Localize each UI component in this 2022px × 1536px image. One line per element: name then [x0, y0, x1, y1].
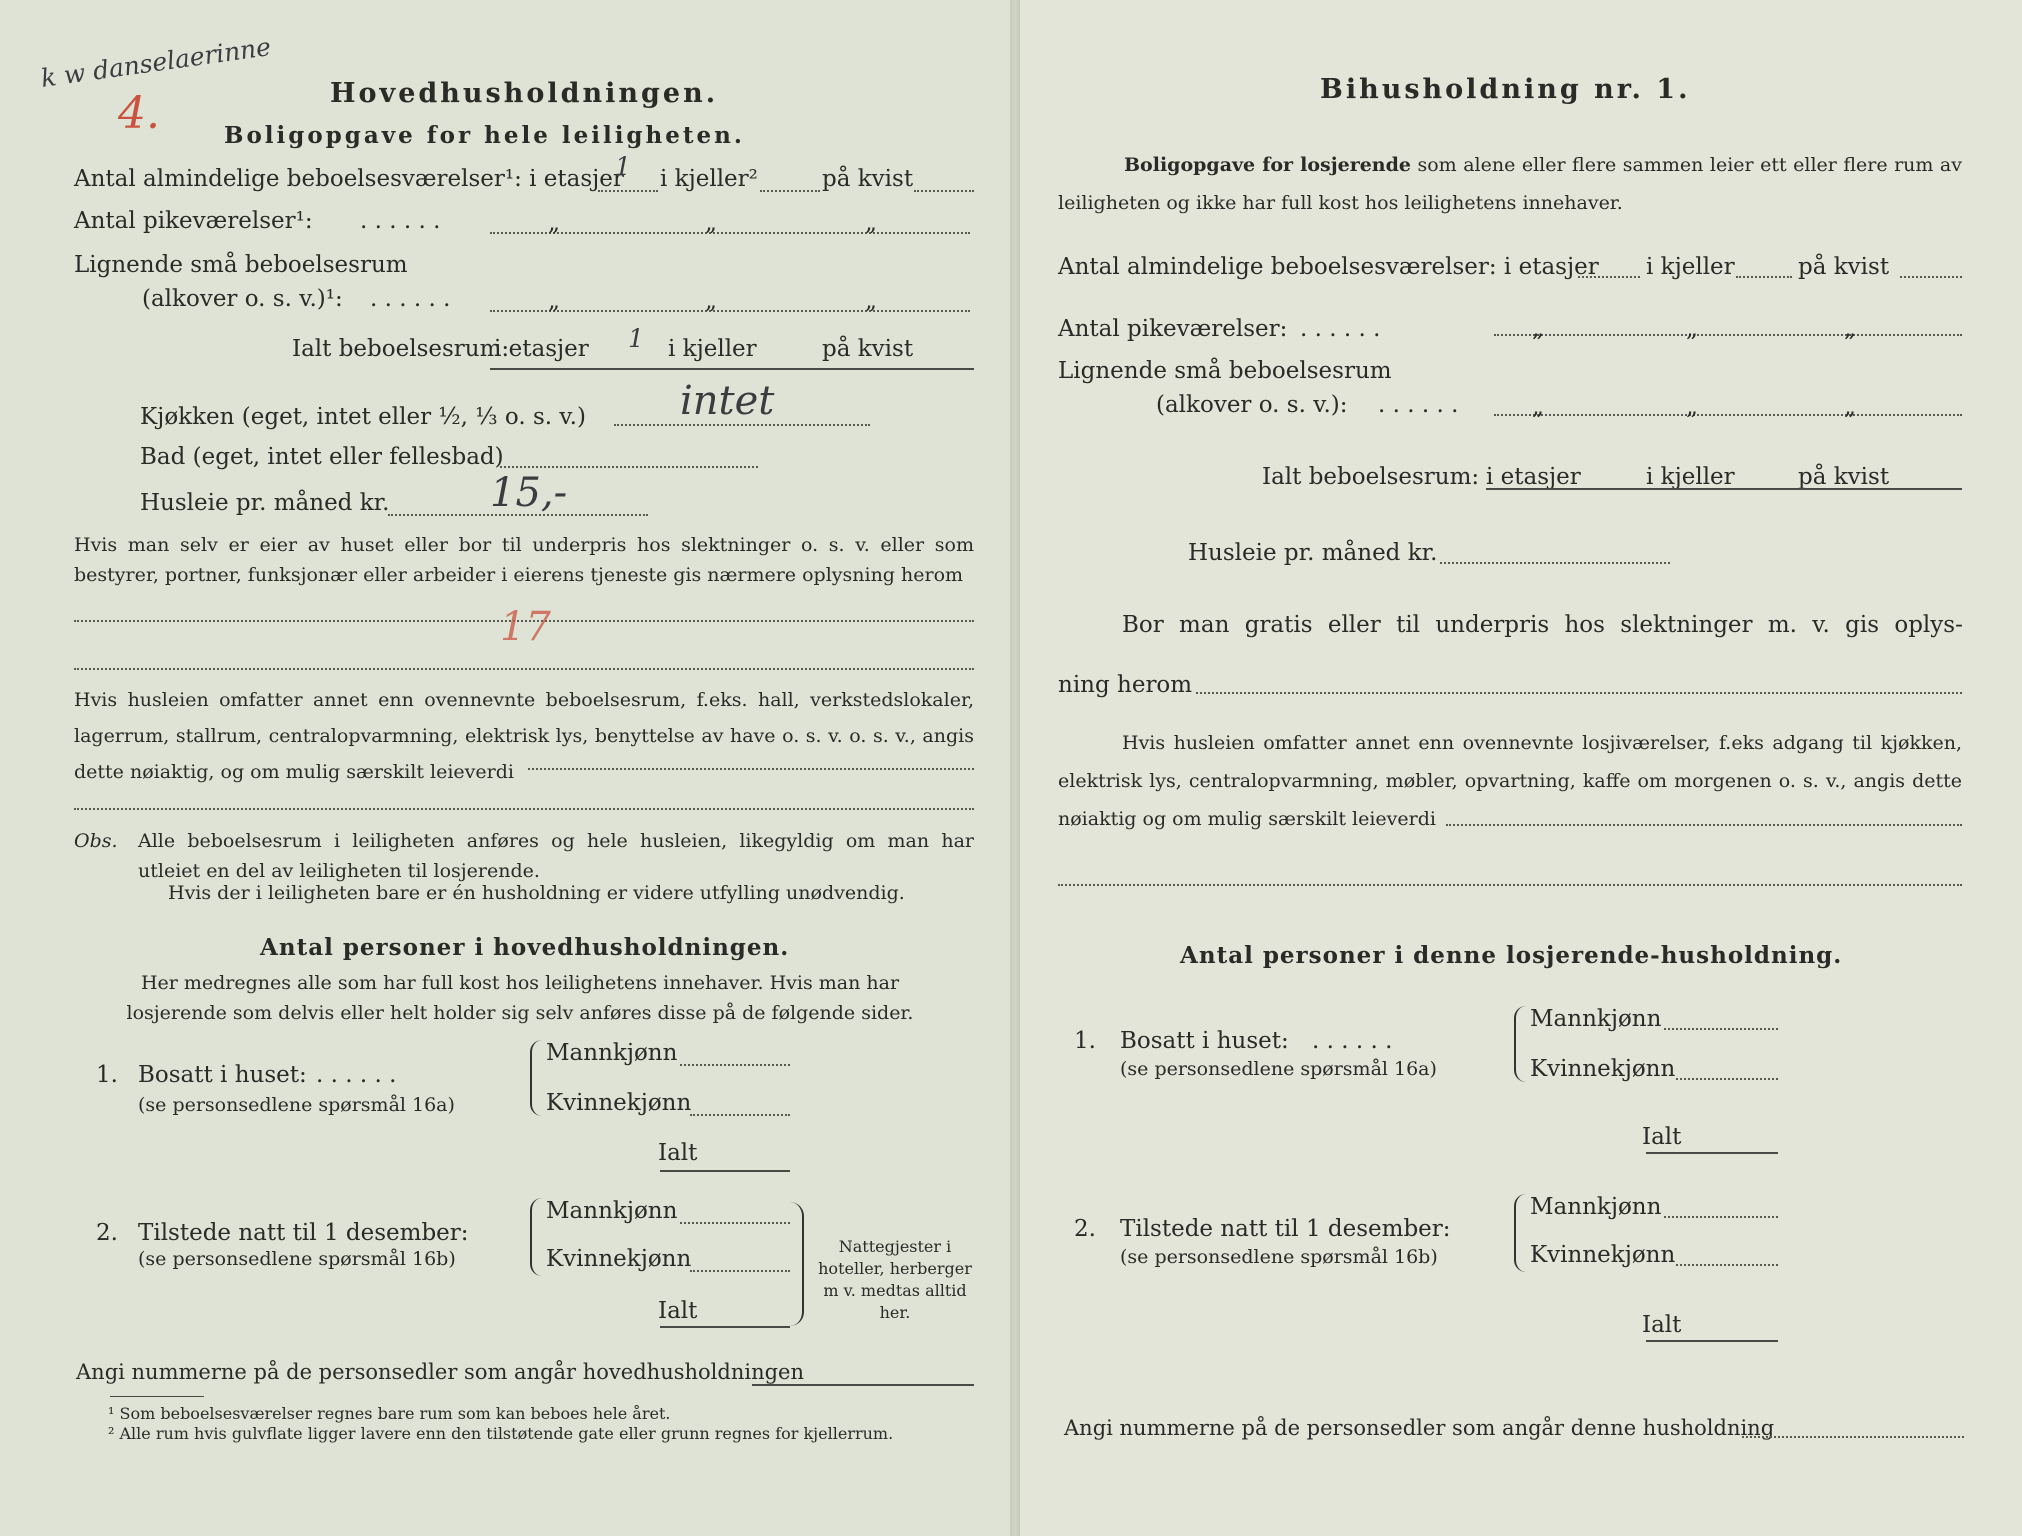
- q1-total-field[interactable]: [660, 1170, 790, 1172]
- total-kjeller: i kjeller: [668, 336, 757, 362]
- page-fold: [1010, 0, 1020, 1536]
- bath-field[interactable]: [500, 466, 758, 468]
- small-rooms-field[interactable]: [490, 310, 970, 312]
- dots: . . . . . .: [1378, 392, 1459, 418]
- kitchen-field[interactable]: [614, 424, 870, 426]
- kvist-field[interactable]: [914, 190, 974, 192]
- dots: . . . . . .: [316, 1062, 397, 1088]
- right-free-text: Bor man gratis eller til underpris hos slektninger m. v. gis oplys-: [1122, 612, 1963, 638]
- q1-brace: [530, 1040, 542, 1116]
- left-subtitle: Boligopgave for hele leiligheten.: [224, 122, 745, 149]
- quote-mark: „: [865, 288, 877, 314]
- right-includes-text: Hvis husleien omfatter annet enn ovennevnte losjiværelser, f.eks adgang til kjøkken, elektrisk lys, centralopvarmning, møbler, opvartning, kaffe om morgenen o. s. v., angis dette nøiaktig og om mulig særskilt leieverdi: [1058, 732, 1962, 830]
- numbers-field[interactable]: [752, 1384, 974, 1386]
- numbers-text: Angi nummerne på de personsedler som angår hovedhusholdningen: [76, 1360, 804, 1384]
- right-q2-number: 2.: [1074, 1216, 1096, 1242]
- right-q1-label: Bosatt i huset:: [1120, 1028, 1289, 1054]
- right-total-underline: [1486, 488, 1962, 490]
- right-includes-field-2[interactable]: [1058, 884, 1962, 886]
- right-q1-note: (se personsedlene spørsmål 16a): [1120, 1058, 1437, 1080]
- right-includes-field-1[interactable]: [1446, 824, 1962, 826]
- right-total-label: Ialt beboelsesrum:: [1262, 464, 1480, 490]
- right-maid-field[interactable]: [1494, 334, 1962, 336]
- q2-total-field[interactable]: [660, 1326, 790, 1328]
- quote-mark: „: [1532, 316, 1544, 342]
- right-q1-female-field[interactable]: [1676, 1078, 1778, 1080]
- q2-female-label: Kvinnekjønn: [546, 1246, 692, 1272]
- quote-mark: „: [705, 288, 717, 314]
- q2-male-field[interactable]: [680, 1222, 790, 1224]
- right-intro: [1058, 146, 1962, 222]
- right-q2-female: Kvinnekjønn: [1530, 1242, 1676, 1268]
- rent-label: Husleie pr. måned kr.: [140, 490, 390, 516]
- right-rent-label: Husleie pr. måned kr.: [1188, 540, 1438, 566]
- row-maid-label: Antal pikeværelser¹:: [74, 208, 313, 234]
- right-q2-male-field[interactable]: [1664, 1216, 1778, 1218]
- total-etasjer-value: 1: [628, 324, 644, 353]
- includes-text: Hvis husleien omfatter annet enn ovennevnte beboelsesrum, f.eks. hall, verkstedslokaler, lagerrum, stallrum, centralopvarmning, elektrisk lys, benyttelse av have o. s. v. o. s. v., angis dette nøiaktig, og om mulig særskilt leieverdi: [74, 689, 974, 783]
- q1-label: Bosatt i huset:: [138, 1062, 307, 1088]
- q1-note: (se personsedlene spørsmål 16a): [138, 1094, 455, 1116]
- includes-field-2[interactable]: [74, 808, 974, 810]
- row-ordinary-kjeller: i kjeller²: [660, 166, 758, 192]
- right-etasjer-field[interactable]: [1578, 276, 1640, 278]
- right-kvist-field[interactable]: [1900, 276, 1962, 278]
- handwritten-red-number: 4.: [118, 88, 160, 139]
- right-q1-total: Ialt: [1642, 1124, 1682, 1150]
- kitchen-value: intet: [680, 378, 775, 424]
- rent-value: 15,-: [490, 470, 568, 516]
- obs-label: Obs.: [74, 830, 118, 852]
- etasjer-value: 1: [615, 152, 631, 181]
- right-total-etasjer: i etasjer: [1486, 464, 1581, 490]
- right-q2-male: Mannkjønn: [1530, 1194, 1662, 1220]
- maid-field[interactable]: [490, 232, 970, 234]
- right-q1-female: Kvinnekjønn: [1530, 1056, 1676, 1082]
- right-numbers-field[interactable]: [1742, 1436, 1964, 1438]
- q1-number: 1.: [96, 1062, 118, 1088]
- right-free-text-2: ning herom: [1058, 672, 1193, 698]
- total-label: Ialt beboelsesrum:: [292, 336, 510, 362]
- right-intro-bold: Boligopgave for losjerende: [1124, 154, 1411, 176]
- right-numbers-text: Angi nummerne på de personsedler som angår denne husholdning: [1064, 1416, 1775, 1440]
- q1-male-label: Mannkjønn: [546, 1040, 678, 1066]
- right-q2-brace: [1514, 1194, 1526, 1272]
- owner-field-2[interactable]: [74, 668, 974, 670]
- includes-field-1[interactable]: [528, 768, 974, 770]
- right-total-kvist: på kvist: [1798, 464, 1890, 490]
- row-small-label-2: (alkover o. s. v.)¹:: [142, 286, 343, 312]
- q2-total-label: Ialt: [658, 1298, 698, 1324]
- total-etasjer: i etasjer: [494, 336, 589, 362]
- right-q1-male: Mannkjønn: [1530, 1006, 1662, 1032]
- footnote-2: ² Alle rum hvis gulvflate ligger lavere enn den tilstøtende gate eller grunn regnes for kjellerrum.: [108, 1424, 894, 1443]
- persons-text: Her medregnes alle som har full kost hos leilighetens innehaver. Hvis man har losjerende som delvis eller helt holder sig selv anføres disse på de følgende sider.: [126, 972, 914, 1024]
- etasjer-field[interactable]: [598, 190, 658, 192]
- right-row-ordinary: Antal almindelige beboelsesværelser: i etasjer: [1058, 254, 1599, 280]
- right-intro-text: som alene eller flere sammen leier ett eller flere rum av leiligheten og ikke har full kost hos leilighetens innehaver.: [1058, 154, 1962, 214]
- quote-mark: „: [1844, 394, 1856, 420]
- right-q2-total: Ialt: [1642, 1312, 1682, 1338]
- night-note: Nattegjester i hoteller, herberger m v. medtas alltid her.: [818, 1237, 972, 1322]
- right-q1-total-field[interactable]: [1646, 1152, 1778, 1154]
- quote-mark: „: [1686, 394, 1698, 420]
- right-q1-male-field[interactable]: [1664, 1028, 1778, 1030]
- q2-female-field[interactable]: [690, 1270, 790, 1272]
- quote-mark: „: [1686, 316, 1698, 342]
- row-ordinary-kvist: på kvist: [822, 166, 914, 192]
- right-small-field[interactable]: [1494, 414, 1962, 416]
- right-total-kjeller: i kjeller: [1646, 464, 1735, 490]
- q1-female-field[interactable]: [690, 1114, 790, 1116]
- q2-note: (se personsedlene spørsmål 16b): [138, 1248, 456, 1270]
- right-title: Bihusholdning nr. 1.: [1320, 74, 1691, 105]
- row-ordinary-label: Antal almindelige beboelsesværelser¹: i etasjer: [74, 166, 624, 192]
- dots: . . . . . .: [370, 286, 451, 312]
- owner-value: 17: [500, 604, 551, 650]
- dots: . . . . . .: [1312, 1028, 1393, 1054]
- row-small-label: Lignende små beboelsesrum: [74, 252, 408, 278]
- owner-text: Hvis man selv er eier av huset eller bor til underpris hos slektninger o. s. v. eller som bestyrer, portner, funksjonær eller arbeider i eierens tjeneste gis nærmere oplysning herom: [74, 534, 974, 586]
- obs-text: Alle beboelsesrum i leiligheten anføres og hele husleien, likegyldig om man har utleiet en del av leiligheten til losjerende.: [138, 830, 974, 882]
- left-title: Hovedhusholdningen.: [330, 78, 719, 109]
- right-row-small: Lignende små beboelsesrum: [1058, 358, 1392, 384]
- dots: . . . . . .: [360, 208, 441, 234]
- total-kvist: på kvist: [822, 336, 914, 362]
- right-free-field[interactable]: [1196, 692, 1962, 694]
- kjeller-field[interactable]: [760, 190, 820, 192]
- q2-number: 2.: [96, 1220, 118, 1246]
- handwritten-annotation: k w danselaerinne: [39, 32, 273, 93]
- right-kjeller-field[interactable]: [1736, 276, 1792, 278]
- footnote-rule: [110, 1396, 204, 1397]
- quote-mark: „: [1532, 394, 1544, 420]
- right-kjeller: i kjeller: [1646, 254, 1735, 280]
- q1-total-label: Ialt: [658, 1140, 698, 1166]
- quote-mark: „: [548, 288, 560, 314]
- obs-text-2: Hvis der i leiligheten bare er én husholdning er videre utfylling unødvendig.: [168, 882, 905, 904]
- q2-brace: [530, 1198, 542, 1276]
- right-q2-female-field[interactable]: [1676, 1264, 1778, 1266]
- right-q2-label: Tilstede natt til 1 desember:: [1120, 1216, 1451, 1242]
- right-row-maid: Antal pikeværelser:: [1058, 316, 1288, 342]
- right-kvist: på kvist: [1798, 254, 1890, 280]
- dots: . . . . . .: [1300, 316, 1381, 342]
- right-persons-title: Antal personer i denne losjerende-husholdning.: [1180, 942, 1843, 969]
- q2-male-label: Mannkjønn: [546, 1198, 678, 1224]
- q1-female-label: Kvinnekjønn: [546, 1090, 692, 1116]
- quote-mark: „: [1844, 316, 1856, 342]
- right-q1-brace: [1514, 1006, 1526, 1082]
- right-q2-total-field[interactable]: [1646, 1340, 1778, 1342]
- right-rent-field[interactable]: [1440, 562, 1670, 564]
- quote-mark: „: [865, 210, 877, 236]
- q2-right-brace: [790, 1202, 804, 1326]
- q2-label: Tilstede natt til 1 desember:: [138, 1220, 469, 1246]
- bath-label: Bad (eget, intet eller fellesbad): [140, 444, 504, 470]
- right-row-small-2: (alkover o. s. v.):: [1156, 392, 1348, 418]
- total-underline: [490, 368, 974, 370]
- persons-title: Antal personer i hovedhusholdningen.: [260, 934, 790, 961]
- q1-male-field[interactable]: [680, 1064, 790, 1066]
- right-q2-note: (se personsedlene spørsmål 16b): [1120, 1246, 1438, 1268]
- quote-mark: „: [705, 210, 717, 236]
- kitchen-label: Kjøkken (eget, intet eller ½, ⅓ o. s. v.): [140, 404, 586, 430]
- right-q1-number: 1.: [1074, 1028, 1096, 1054]
- footnote-1: ¹ Som beboelsesværelser regnes bare rum som kan beboes hele året.: [108, 1404, 671, 1423]
- quote-mark: „: [548, 210, 560, 236]
